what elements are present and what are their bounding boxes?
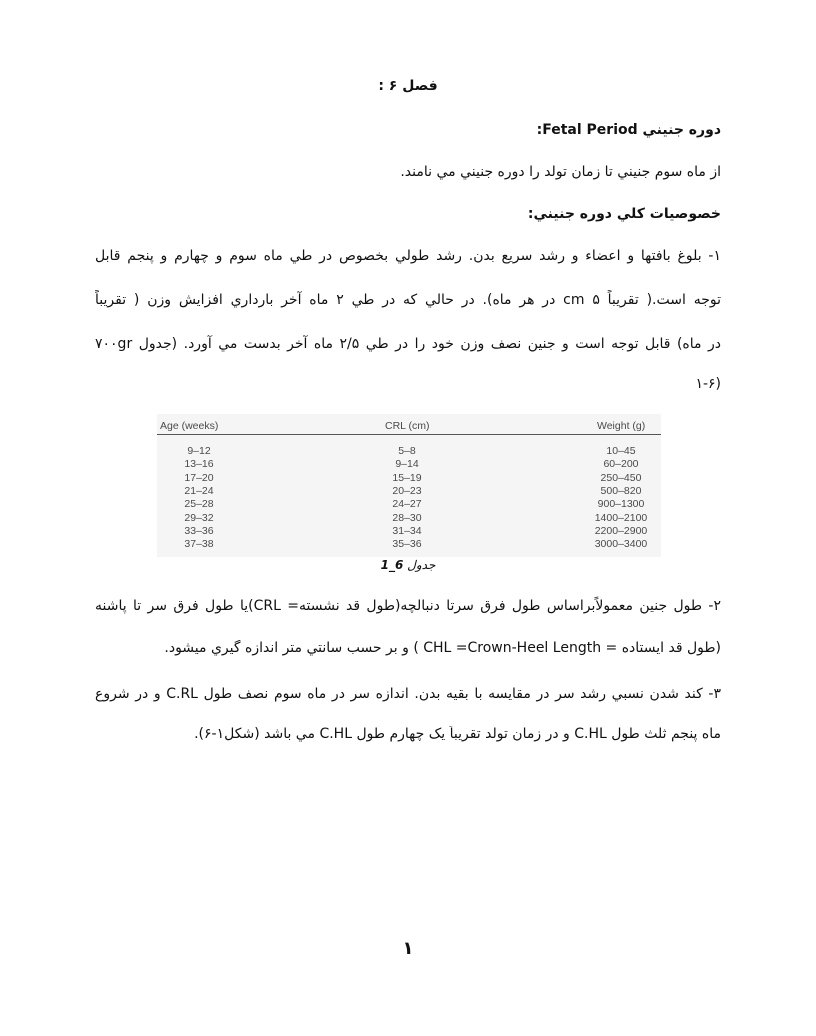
growth-table	[157, 414, 661, 557]
cell-crl: 31–34	[392, 524, 422, 537]
table-header	[157, 418, 661, 435]
para3-line-2: ماه پنجم ثلث طول C.HL و در زمان تولد تقريباً يک چهارم طول C.HL مي باشد (شكل۱-۶).	[194, 726, 721, 742]
para1-line-1: ۱- بلوغ بافتها و اعضاء و رشد سريع بدن. رشد طولي بخصوص در طي ماه سوم و چهارم و پنجم قابل	[95, 248, 721, 264]
para2-line-1: ۲- طول جنين معمولاًبراساس طول فرق سرتا دنبالچه(طول قد نشسته= CRL)يا طول فرق سر تا پاشنه	[95, 598, 721, 614]
cell-weight: 60–200	[603, 458, 639, 471]
cell-crl: 28–30	[392, 511, 422, 524]
cell-crl: 24–27	[392, 498, 422, 511]
header-crl: CRL (cm)	[385, 420, 430, 432]
intro-text: از ماه سوم جنيني تا زمان تولد را دوره جنيني مي نامند.	[400, 164, 721, 180]
cell-crl: 5–8	[398, 445, 416, 457]
table-row	[157, 485, 661, 498]
page-number: ۱	[402, 938, 414, 959]
table-row	[157, 525, 661, 538]
cell-age: 17–20	[184, 471, 214, 484]
cell-weight: 1400–2100	[594, 511, 648, 524]
para3-line-1: ۳- كند شدن نسبي رشد سر در مقايسه با بقيه بدن. اندازه سر در ماه سوم نصف طول C.RL و در شروع	[95, 686, 721, 702]
chapter-title: فصل ۶ :	[378, 78, 438, 94]
cell-weight: 250–450	[600, 471, 642, 484]
cell-age: 29–32	[184, 511, 214, 524]
table-row	[157, 498, 661, 511]
caption-word: جدول	[407, 558, 436, 572]
cell-weight: 500–820	[600, 484, 642, 497]
cell-age: 9–12	[187, 445, 211, 457]
cell-crl: 35–36	[392, 538, 422, 551]
cell-weight: 3000–3400	[594, 538, 648, 551]
subsection-title: خصوصيات كلي دوره جنيني:	[527, 206, 721, 222]
para1-line-2: توجه است.( تقريباً ۵ cm در هر ماه). در حالي كه در طي ۲ ماه آخر بارداري افزايش وزن ( تقريباً	[95, 292, 721, 308]
cell-weight: 2200–2900	[594, 524, 648, 537]
table-row	[157, 512, 661, 525]
section-title: دوره جنيني Fetal Period:	[536, 122, 721, 138]
cell-age: 21–24	[184, 484, 214, 497]
cell-age: 13–16	[184, 458, 214, 471]
table-row	[157, 445, 661, 458]
cell-age: 25–28	[184, 498, 214, 511]
header-weight: Weight (g)	[597, 420, 646, 432]
header-age: Age (weeks)	[160, 420, 219, 432]
cell-age: 33–36	[184, 524, 214, 537]
cell-weight: 10–45	[606, 445, 636, 457]
para2-line-2: (طول قد ايستاده = CHL =Crown-Heel Length ) و بر حسب سانتي متر اندازه گيري ميشود.	[164, 640, 721, 656]
table-caption	[0, 558, 816, 572]
cell-age: 37–38	[184, 538, 214, 551]
table-row	[157, 472, 661, 485]
cell-weight: 900–1300	[597, 498, 645, 511]
para1-line-3: ۷۰۰gr در ماه) قابل توجه است و جنين نصف وزن خود را در طي ۲/۵ ماه آخر بدست مي آورد. (جدول	[95, 336, 721, 352]
table-row	[157, 538, 661, 551]
cell-crl: 20–23	[392, 484, 422, 497]
caption-label: 6_1	[380, 558, 404, 572]
cell-crl: 15–19	[392, 471, 422, 484]
para1-line-4: ۱-۶)	[695, 376, 721, 392]
table-row	[157, 458, 661, 471]
cell-crl: 9–14	[395, 458, 419, 471]
